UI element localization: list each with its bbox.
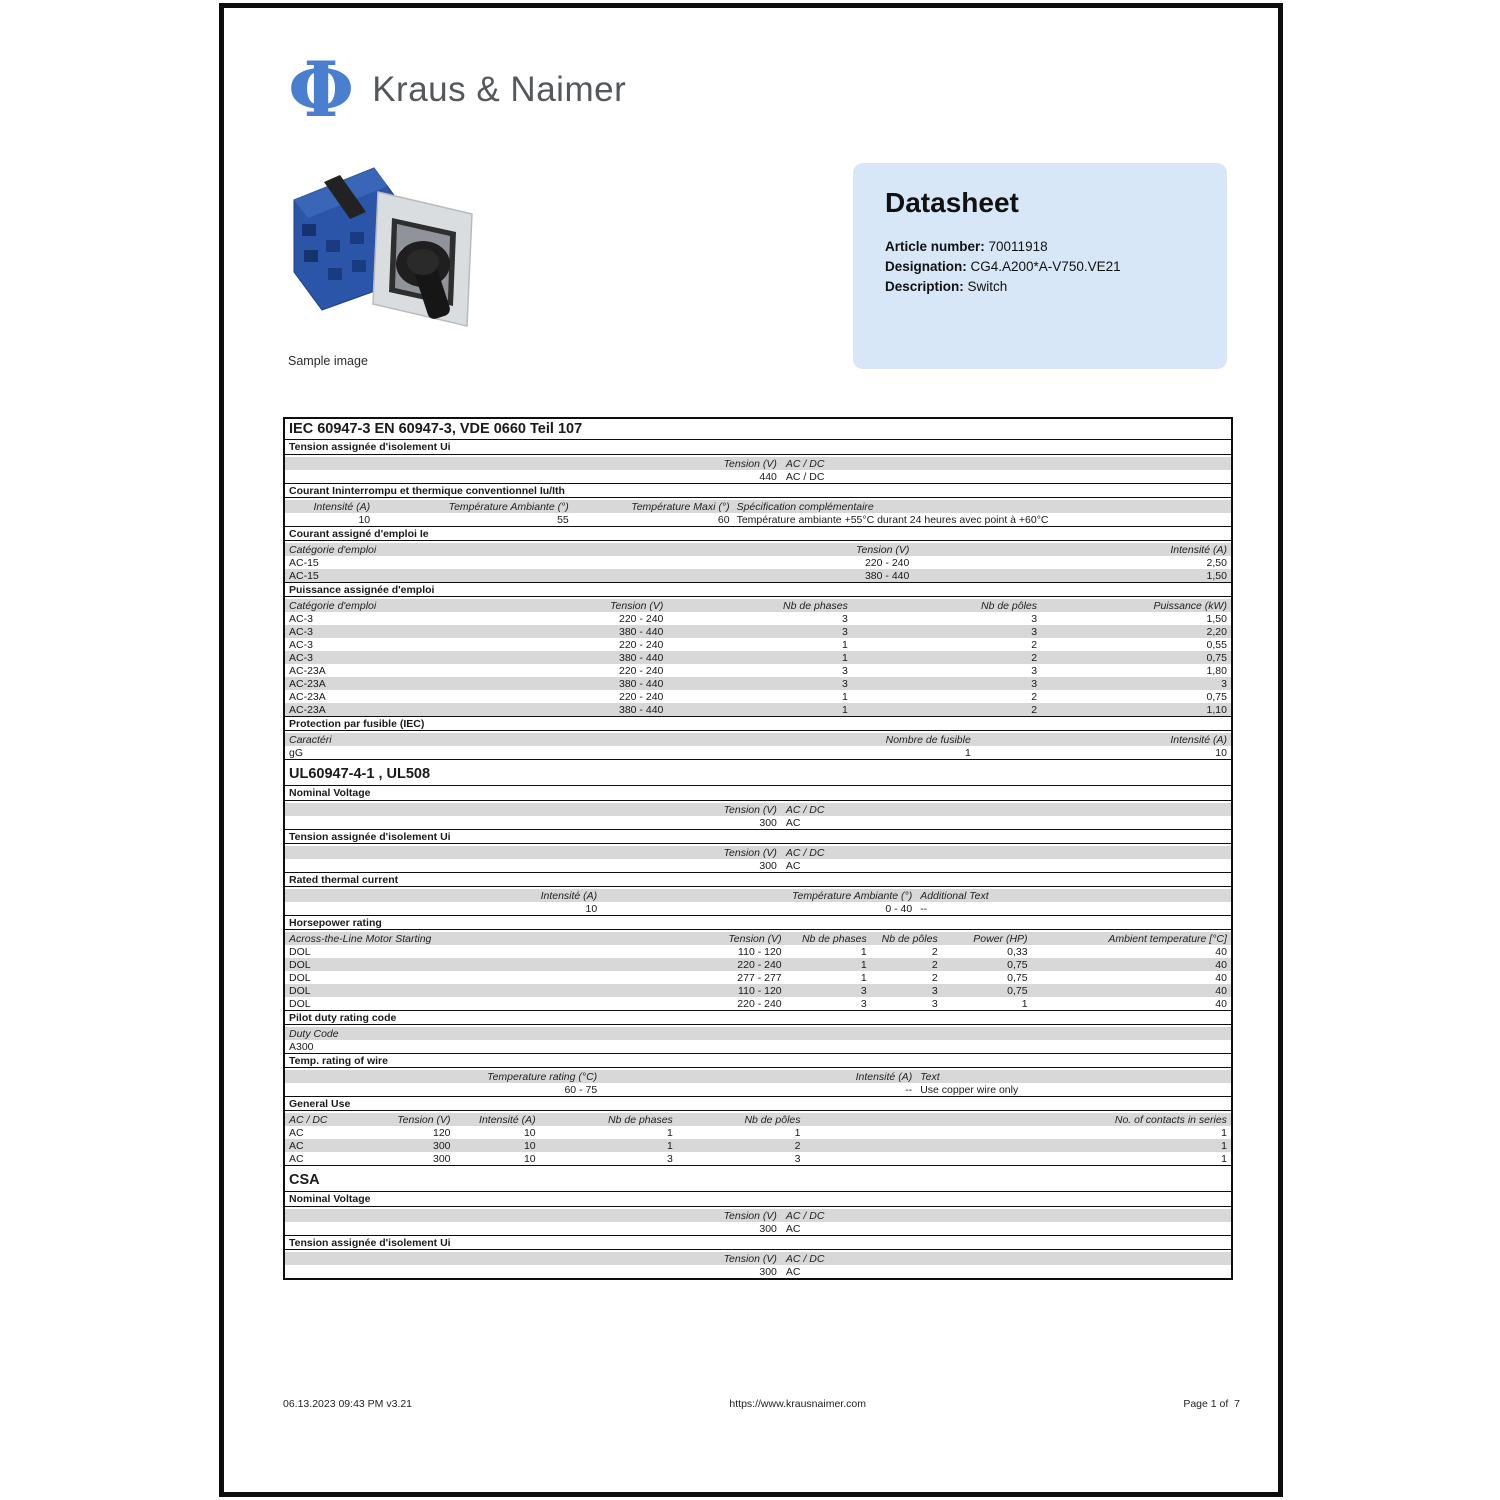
table-cell: 3	[931, 984, 938, 997]
table-cell: 10	[523, 1126, 536, 1139]
table-cell: 110 - 120	[738, 945, 782, 958]
table-cell: 3	[842, 625, 848, 638]
table-cell: Intensité (A)	[1170, 733, 1227, 746]
table-column-header-row	[285, 889, 1231, 902]
table-cell: DOL	[289, 945, 311, 958]
table-cell: 40	[1215, 997, 1227, 1010]
table-cell: Tension (V)	[397, 1113, 451, 1126]
table-cell: 10	[358, 513, 371, 526]
table-cell: Protection par fusible (IEC)	[289, 717, 425, 730]
table-cell: 40	[1215, 984, 1227, 997]
table-section-header	[285, 582, 1231, 597]
table-row	[285, 638, 1231, 651]
table-cell: 1	[1021, 997, 1028, 1010]
table-cell: 40	[1215, 945, 1227, 958]
table-cell: Intensité (A)	[855, 1070, 913, 1083]
table-column-header-row	[285, 1070, 1231, 1083]
table-cell: 1	[860, 945, 867, 958]
table-cell: Tension (V)	[856, 543, 910, 556]
table-cell: Intensité (A)	[479, 1113, 536, 1126]
table-cell: 0,75	[1206, 651, 1227, 664]
table-cell: AC	[785, 859, 801, 872]
product-image-caption: Sample image	[288, 354, 368, 368]
table-cell: Tension (V)	[610, 599, 664, 612]
datasheet-field	[885, 277, 1195, 297]
table-section-header	[285, 526, 1231, 541]
table-cell: Pilot duty rating code	[289, 1011, 397, 1024]
table-cell: Nb de phases	[608, 1113, 673, 1126]
table-cell: 2	[931, 945, 938, 958]
table-cell: 10	[523, 1139, 536, 1152]
table-cell: 300	[759, 1265, 777, 1278]
table-cell: 2	[1031, 651, 1038, 664]
table-row	[285, 556, 1231, 569]
table-cell: Use copper wire only	[920, 1083, 1019, 1096]
table-section-header	[285, 915, 1231, 930]
table-cell: 0,55	[1206, 638, 1227, 651]
table-cell: Tension assignée d'isolement Ui	[289, 830, 451, 843]
table-cell: 40	[1215, 958, 1227, 971]
specification-table	[283, 417, 1233, 1280]
table-cell: 55	[557, 513, 569, 526]
table-section-header	[285, 1053, 1231, 1068]
table-column-header-row	[285, 500, 1231, 513]
table-section-header	[285, 440, 1231, 455]
table-cell: Courant Ininterrompu et thermique conventionnel Iu/Ith	[289, 484, 565, 497]
table-cell: 2,20	[1206, 625, 1227, 638]
table-cell: 220 - 240	[737, 958, 782, 971]
table-cell: 300	[759, 816, 777, 829]
table-cell: Additional Text	[920, 889, 989, 902]
table-cell: Tension assignée d'isolement Ui	[289, 1236, 451, 1249]
brand-name: Kraus & Naimer	[372, 70, 627, 109]
field-value: 70011918	[984, 239, 1048, 254]
table-cell: A300	[289, 1040, 314, 1053]
table-section-header	[285, 786, 1231, 801]
table-row	[285, 677, 1231, 690]
table-cell: Nominal Voltage	[289, 1193, 371, 1205]
table-cell: AC-3	[289, 638, 313, 651]
table-cell: 380 - 440	[619, 625, 664, 638]
table-section-header	[285, 829, 1231, 844]
table-row	[285, 816, 1231, 829]
table-cell: 1	[794, 1126, 801, 1139]
table-cell: AC	[785, 1222, 801, 1235]
table-cell: 1,50	[1206, 569, 1227, 582]
table-row	[285, 971, 1231, 984]
table-row	[285, 859, 1231, 872]
table-cell: Power (HP)	[973, 932, 1028, 945]
table-column-header-row	[285, 803, 1231, 816]
table-cell: AC / DC	[785, 457, 825, 470]
table-cell: Tension (V)	[723, 1252, 777, 1265]
table-cell: Temp. rating of wire	[289, 1054, 388, 1067]
table-cell: 0,33	[1007, 945, 1028, 958]
field-value: CG4.A200*A-V750.VE21	[966, 259, 1121, 274]
datasheet-page	[219, 3, 1283, 1497]
table-cell: Intensité (A)	[313, 500, 371, 513]
table-cell: 3	[860, 984, 867, 997]
page-footer	[283, 1398, 1240, 1410]
table-cell: 300	[759, 859, 777, 872]
table-section-header	[285, 1010, 1231, 1025]
table-row	[285, 1265, 1231, 1278]
table-row	[285, 1126, 1231, 1139]
table-row	[285, 1083, 1231, 1096]
table-cell: Catégorie d'emploi	[289, 543, 377, 556]
table-cell: 60 - 75	[564, 1083, 598, 1096]
table-cell: No. of contacts in series	[1114, 1113, 1227, 1126]
table-cell: Temperature rating (°C)	[487, 1070, 598, 1083]
table-cell: 10	[523, 1152, 536, 1165]
datasheet-title: Datasheet	[885, 187, 1019, 218]
table-cell: 0,75	[1007, 984, 1028, 997]
table-cell: Tension assignée d'isolement Ui	[289, 441, 451, 453]
table-cell: 3	[842, 612, 848, 625]
table-row	[285, 690, 1231, 703]
table-cell: 1	[842, 690, 848, 703]
table-row	[285, 1152, 1231, 1165]
table-cell: Intensité (A)	[540, 889, 598, 902]
table-row	[285, 902, 1231, 915]
table-cell: AC-3	[289, 612, 313, 625]
table-cell: DOL	[289, 984, 311, 997]
table-column-header-row	[285, 846, 1231, 859]
table-cell: AC / DC	[785, 470, 825, 483]
table-column-header-row	[285, 1252, 1231, 1265]
table-cell: AC-3	[289, 651, 313, 664]
table-column-header-row	[285, 1027, 1231, 1040]
table-cell: 1	[666, 1139, 673, 1152]
table-cell: Tension (V)	[723, 846, 777, 859]
table-cell: 2	[794, 1139, 801, 1152]
table-row	[285, 625, 1231, 638]
table-row	[285, 1222, 1231, 1235]
table-cell: IEC 60947-3 EN 60947-3, VDE 0660 Teil 107	[289, 421, 583, 437]
table-standard-title	[285, 1165, 1231, 1192]
table-cell: 60	[717, 513, 730, 526]
table-cell: Tension (V)	[723, 457, 777, 470]
table-cell: Tension (V)	[723, 803, 777, 816]
table-cell: 220 - 240	[619, 612, 664, 625]
table-cell: 110 - 120	[738, 984, 782, 997]
table-cell: AC	[289, 1126, 304, 1139]
table-cell: AC-15	[289, 556, 319, 569]
table-cell: Température Maxi (°)	[631, 500, 730, 513]
footer-page-number: Page 1 of 7	[1183, 1398, 1240, 1410]
table-cell: 1,50	[1206, 612, 1227, 625]
datasheet-fields	[885, 237, 1195, 297]
table-cell: 1	[842, 703, 848, 716]
table-row	[285, 703, 1231, 716]
table-cell: 1	[1221, 1126, 1227, 1139]
table-cell: AC / DC	[785, 1252, 825, 1265]
table-row	[285, 984, 1231, 997]
table-cell: 220 - 240	[619, 638, 664, 651]
table-column-header-row	[285, 733, 1231, 746]
table-cell: 380 - 440	[619, 651, 664, 664]
table-column-header-row	[285, 932, 1231, 945]
table-cell: AC / DC	[785, 803, 825, 816]
table-cell: AC-3	[289, 625, 313, 638]
table-cell: AC-23A	[289, 690, 326, 703]
table-cell: 3	[1031, 664, 1038, 677]
field-label: Description:	[885, 279, 964, 294]
table-cell: Catégorie d'emploi	[289, 599, 377, 612]
table-cell: Puissance assignée d'emploi	[289, 583, 435, 596]
table-section-header	[285, 872, 1231, 887]
datasheet-field	[885, 257, 1195, 277]
table-cell: gG	[289, 746, 304, 759]
footer-date-version: 06.13.2023 09:43 PM v3.21	[283, 1398, 413, 1410]
table-row	[285, 958, 1231, 971]
table-cell: 2,50	[1206, 556, 1227, 569]
table-row	[285, 1139, 1231, 1152]
table-column-header-row	[285, 599, 1231, 612]
table-cell: Horsepower rating	[289, 916, 382, 929]
table-cell: 1,80	[1206, 664, 1227, 677]
datasheet-field	[885, 237, 1195, 257]
table-cell: Spécification complémentaire	[736, 500, 874, 513]
table-cell: 440	[759, 470, 777, 483]
table-column-header-row	[285, 457, 1231, 470]
table-cell: Across-the-Line Motor Starting	[289, 932, 432, 945]
table-cell: 10	[1215, 746, 1227, 759]
table-column-header-row	[285, 1209, 1231, 1222]
table-cell: 300	[433, 1139, 451, 1152]
table-standard-title	[285, 759, 1231, 786]
table-cell: General Use	[289, 1097, 351, 1110]
table-cell: DOL	[289, 971, 311, 984]
table-row	[285, 997, 1231, 1010]
table-row	[285, 945, 1231, 958]
table-section-header	[285, 1235, 1231, 1250]
field-value: Switch	[963, 279, 1008, 294]
table-row	[285, 470, 1231, 483]
table-cell: 1	[860, 958, 867, 971]
table-cell: Puissance (kW)	[1153, 599, 1227, 612]
table-cell: 3	[1031, 612, 1038, 625]
kraus-naimer-phi-logo-icon: Φ	[288, 45, 355, 134]
table-cell: 2	[931, 971, 938, 984]
table-cell: AC / DC	[785, 1209, 825, 1222]
table-row	[285, 569, 1231, 582]
table-cell: Ambient temperature [°C]	[1108, 932, 1227, 945]
table-cell: CSA	[289, 1172, 320, 1188]
table-cell: Duty Code	[289, 1027, 339, 1040]
table-cell: AC-23A	[289, 703, 326, 716]
table-section-header	[285, 483, 1231, 498]
table-cell: 1	[860, 971, 867, 984]
table-cell: 380 - 440	[619, 677, 664, 690]
table-cell: 1	[1221, 1139, 1227, 1152]
table-cell: 120	[433, 1126, 451, 1139]
table-cell: 3	[842, 664, 848, 677]
table-cell: 3	[842, 677, 848, 690]
table-cell: 2	[1031, 638, 1038, 651]
table-cell: Nb de pôles	[881, 932, 938, 945]
table-cell: Tension (V)	[728, 932, 782, 945]
table-cell: 277 - 277	[737, 971, 782, 984]
table-cell: Nb de pôles	[980, 599, 1038, 612]
table-cell: 0 - 40	[885, 902, 913, 915]
table-cell: Tension (V)	[723, 1209, 777, 1222]
table-section-header	[285, 1192, 1231, 1207]
table-cell: 1	[666, 1126, 673, 1139]
table-cell: 380 - 440	[864, 569, 910, 582]
table-cell: 1	[842, 638, 848, 651]
table-cell: AC-15	[289, 569, 319, 582]
footer-url: https://www.krausnaimer.com	[729, 1398, 866, 1410]
table-cell: Nb de phases	[783, 599, 848, 612]
table-cell: Caractéri	[289, 733, 332, 746]
brand-header	[288, 45, 627, 134]
table-cell: AC	[785, 816, 801, 829]
table-row	[285, 1040, 1231, 1053]
table-cell: 3	[1221, 677, 1227, 690]
table-cell: 3	[931, 997, 938, 1010]
table-column-header-row	[285, 543, 1231, 556]
table-cell: Nb de pôles	[744, 1113, 801, 1126]
table-cell: AC	[289, 1139, 304, 1152]
table-row	[285, 612, 1231, 625]
table-cell: 220 - 240	[619, 664, 664, 677]
table-cell: Température Ambiante (°)	[792, 889, 913, 902]
table-cell: 1	[964, 746, 971, 759]
table-cell: 10	[585, 902, 598, 915]
table-cell: Nb de phases	[801, 932, 867, 945]
field-label: Designation:	[885, 259, 967, 274]
table-cell: AC-23A	[289, 677, 326, 690]
table-cell: Nominal Voltage	[289, 787, 371, 799]
table-cell: 220 - 240	[864, 556, 910, 569]
table-section-header	[285, 1096, 1231, 1111]
table-cell: DOL	[289, 958, 311, 971]
table-row	[285, 746, 1231, 759]
table-cell: 0,75	[1206, 690, 1227, 703]
table-section-header	[285, 716, 1231, 731]
table-cell: Rated thermal current	[289, 873, 399, 886]
table-cell: 1	[1221, 1152, 1227, 1165]
table-standard-title	[285, 419, 1231, 440]
table-cell: 3	[1031, 677, 1038, 690]
table-cell: Température Ambiante (°)	[448, 500, 569, 513]
table-cell: 40	[1215, 971, 1227, 984]
table-cell: Nombre de fusible	[885, 733, 971, 746]
table-row	[285, 513, 1231, 526]
table-cell: 3	[1031, 625, 1038, 638]
table-cell: Température ambiante +55°C durant 24 heures avec point à +60°C	[736, 513, 1049, 526]
table-cell: Intensité (A)	[1170, 543, 1227, 556]
table-cell: 300	[433, 1152, 451, 1165]
datasheet-summary-panel	[853, 163, 1227, 369]
table-cell: UL60947-4-1 , UL508	[289, 766, 431, 782]
table-cell: 1,10	[1206, 703, 1227, 716]
table-column-header-row	[285, 1113, 1231, 1126]
table-cell: 220 - 240	[737, 997, 782, 1010]
field-label: Article number:	[885, 239, 985, 254]
table-cell: 0,75	[1007, 971, 1028, 984]
table-cell: 0,75	[1007, 958, 1028, 971]
table-cell: 2	[1031, 690, 1038, 703]
table-cell: 3	[794, 1152, 801, 1165]
table-cell: Courant assigné d'emploi Ie	[289, 527, 429, 540]
table-cell: DOL	[289, 997, 311, 1010]
table-row	[285, 664, 1231, 677]
table-cell: AC	[785, 1265, 801, 1278]
table-cell: 3	[860, 997, 867, 1010]
table-cell: --	[920, 902, 928, 915]
table-cell: Text	[920, 1070, 940, 1083]
product-figure	[280, 154, 500, 368]
table-row	[285, 651, 1231, 664]
table-cell: AC	[289, 1152, 304, 1165]
table-cell: 220 - 240	[619, 690, 664, 703]
table-cell: 1	[842, 651, 848, 664]
table-cell: 380 - 440	[619, 703, 664, 716]
table-cell: --	[905, 1083, 913, 1096]
table-cell: AC-23A	[289, 664, 326, 677]
cam-switch-product-image	[280, 154, 500, 350]
table-cell: 300	[759, 1222, 777, 1235]
table-cell: 2	[931, 958, 938, 971]
table-cell: AC / DC	[785, 846, 825, 859]
table-cell: 3	[666, 1152, 673, 1165]
table-cell: 2	[1031, 703, 1038, 716]
table-cell: AC / DC	[289, 1113, 328, 1126]
